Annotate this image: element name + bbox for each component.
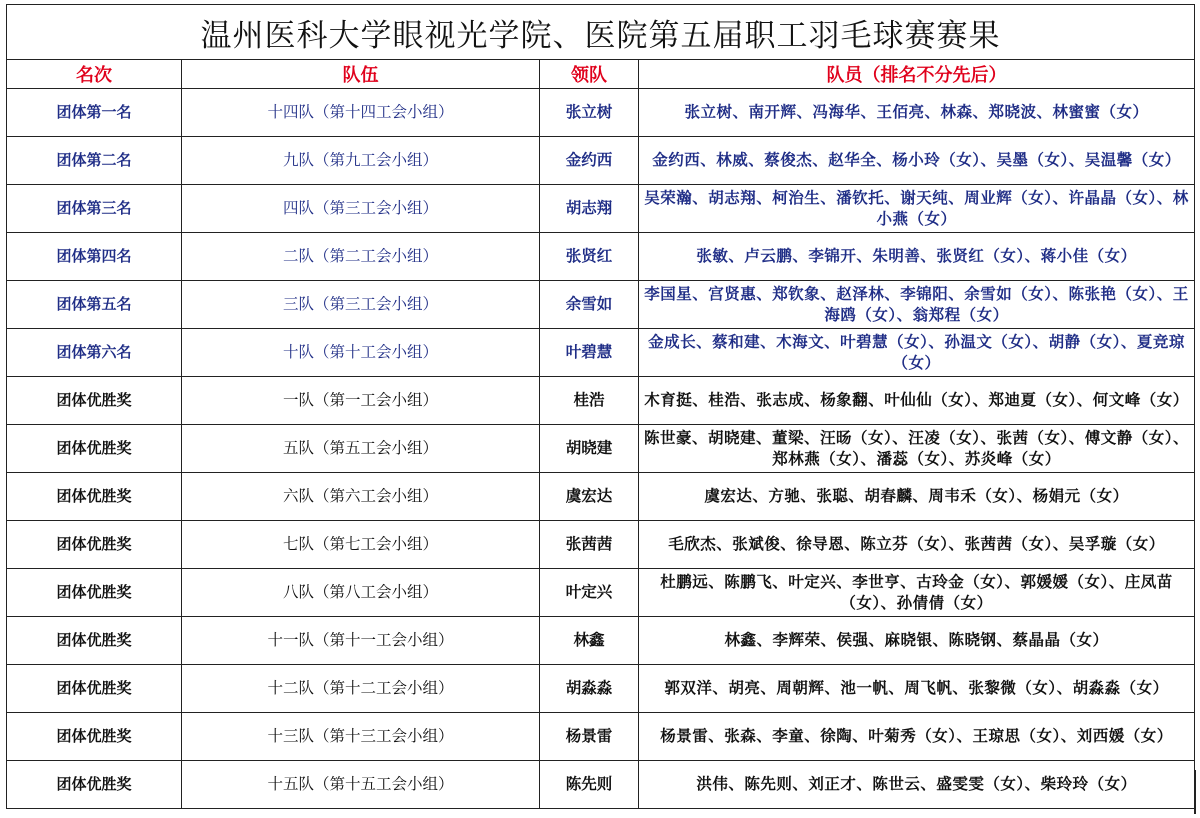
leader-cell: 陈先则 [540, 761, 639, 809]
page-title: 温州医科大学眼视光学院、医院第五届职工羽毛球赛赛果 [7, 5, 1195, 60]
team-cell: 二队（第二工会小组） [182, 233, 540, 281]
rank-cell: 团体优胜奖 [7, 713, 182, 761]
table-row [7, 665, 1195, 713]
header-team: 队伍 [182, 60, 540, 89]
team-cell: 十四队（第十四工会小组） [182, 89, 540, 137]
table-row [7, 569, 1195, 617]
leader-cell: 林鑫 [540, 617, 639, 665]
header-members: 队员（排名不分先后） [639, 60, 1195, 89]
table-row [7, 713, 1195, 761]
rank-cell: 团体第二名 [7, 137, 182, 185]
leader-cell: 张茜茜 [540, 521, 639, 569]
page-edge-mark [1194, 770, 1196, 814]
team-cell: 八队（第八工会小组） [182, 569, 540, 617]
team-cell: 十一队（第十一工会小组） [182, 617, 540, 665]
table-row [7, 185, 1195, 233]
rank-cell: 团体优胜奖 [7, 521, 182, 569]
table-row [7, 377, 1195, 425]
rank-cell: 团体优胜奖 [7, 425, 182, 473]
rank-cell: 团体第六名 [7, 329, 182, 377]
rank-cell: 团体优胜奖 [7, 665, 182, 713]
rank-cell: 团体优胜奖 [7, 617, 182, 665]
table-row [7, 425, 1195, 473]
members-cell: 杜鹏远、陈鹏飞、叶定兴、李世亨、古玲金（女）、郭媛媛（女）、庄凤苗（女）、孙倩倩（女） [639, 569, 1195, 617]
team-cell: 十三队（第十三工会小组） [182, 713, 540, 761]
leader-cell: 胡志翔 [540, 185, 639, 233]
rank-cell: 团体优胜奖 [7, 473, 182, 521]
team-cell: 一队（第一工会小组） [182, 377, 540, 425]
team-cell: 六队（第六工会小组） [182, 473, 540, 521]
leader-cell: 张立树 [540, 89, 639, 137]
team-cell: 三队（第三工会小组） [182, 281, 540, 329]
title-row [7, 5, 1195, 60]
leader-cell: 余雪如 [540, 281, 639, 329]
members-cell: 木育挺、桂浩、张志成、杨象翻、叶仙仙（女）、郑迪夏（女）、何文峰（女） [639, 377, 1195, 425]
rank-cell: 团体优胜奖 [7, 569, 182, 617]
members-cell: 张立树、南开辉、冯海华、王佰亮、林森、郑晓波、林蜜蜜（女） [639, 89, 1195, 137]
members-cell: 洪伟、陈先则、刘正才、陈世云、盛雯雯（女）、柴玲玲（女） [639, 761, 1195, 809]
table-row [7, 617, 1195, 665]
team-cell: 十队（第十工会小组） [182, 329, 540, 377]
leader-cell: 虞宏达 [540, 473, 639, 521]
table-row [7, 281, 1195, 329]
members-cell: 金约西、林威、蔡俊杰、赵华全、杨小玲（女）、吴墨（女）、吴温馨（女） [639, 137, 1195, 185]
results-sheet [6, 4, 1194, 809]
members-cell: 陈世豪、胡晓建、董梁、汪旸（女）、汪凌（女）、张茜（女）、傅文静（女）、郑林燕（女）、潘蕊（女）、苏炎峰（女） [639, 425, 1195, 473]
table-row [7, 233, 1195, 281]
leader-cell: 叶碧慧 [540, 329, 639, 377]
table-row [7, 473, 1195, 521]
table-row [7, 521, 1195, 569]
team-cell: 十五队（第十五工会小组） [182, 761, 540, 809]
leader-cell: 胡淼淼 [540, 665, 639, 713]
members-cell: 虞宏达、方驰、张聪、胡春麟、周韦禾（女）、杨娟元（女） [639, 473, 1195, 521]
rank-cell: 团体优胜奖 [7, 377, 182, 425]
members-cell: 毛欣杰、张斌俊、徐导恩、陈立芬（女）、张茜茜（女）、吴孚璇（女） [639, 521, 1195, 569]
members-cell: 杨景雷、张森、李童、徐陶、叶菊秀（女）、王琼思（女）、刘西媛（女） [639, 713, 1195, 761]
header-row [7, 60, 1195, 89]
leader-cell: 金约西 [540, 137, 639, 185]
leader-cell: 张贤红 [540, 233, 639, 281]
members-cell: 金成长、蔡和建、木海文、叶碧慧（女）、孙温文（女）、胡静（女）、夏竞琼（女） [639, 329, 1195, 377]
members-cell: 郭双洋、胡亮、周朝辉、池一帆、周飞帆、张黎微（女）、胡淼淼（女） [639, 665, 1195, 713]
rank-cell: 团体第一名 [7, 89, 182, 137]
team-cell: 七队（第七工会小组） [182, 521, 540, 569]
members-cell: 张敏、卢云鹏、李锦开、朱明善、张贤红（女）、蒋小佳（女） [639, 233, 1195, 281]
members-cell: 吴荣瀚、胡志翔、柯治生、潘钦托、谢天纯、周业辉（女）、许晶晶（女）、林小燕（女） [639, 185, 1195, 233]
table-row [7, 329, 1195, 377]
rank-cell: 团体第四名 [7, 233, 182, 281]
members-cell: 李国星、宫贤惠、郑钦象、赵泽林、李锦阳、余雪如（女）、陈张艳（女）、王海鸥（女）、翁郑程（女） [639, 281, 1195, 329]
leader-cell: 叶定兴 [540, 569, 639, 617]
leader-cell: 杨景雷 [540, 713, 639, 761]
rank-cell: 团体优胜奖 [7, 761, 182, 809]
header-leader: 领队 [540, 60, 639, 89]
rank-cell: 团体第五名 [7, 281, 182, 329]
rank-cell: 团体第三名 [7, 185, 182, 233]
table-row [7, 137, 1195, 185]
members-cell: 林鑫、李辉荣、侯强、麻晓银、陈晓钢、蔡晶晶（女） [639, 617, 1195, 665]
table-row [7, 761, 1195, 809]
leader-cell: 桂浩 [540, 377, 639, 425]
team-cell: 十二队（第十二工会小组） [182, 665, 540, 713]
leader-cell: 胡晓建 [540, 425, 639, 473]
header-rank: 名次 [7, 60, 182, 89]
team-cell: 九队（第九工会小组） [182, 137, 540, 185]
results-table [6, 4, 1195, 809]
table-row [7, 89, 1195, 137]
team-cell: 五队（第五工会小组） [182, 425, 540, 473]
team-cell: 四队（第三工会小组） [182, 185, 540, 233]
